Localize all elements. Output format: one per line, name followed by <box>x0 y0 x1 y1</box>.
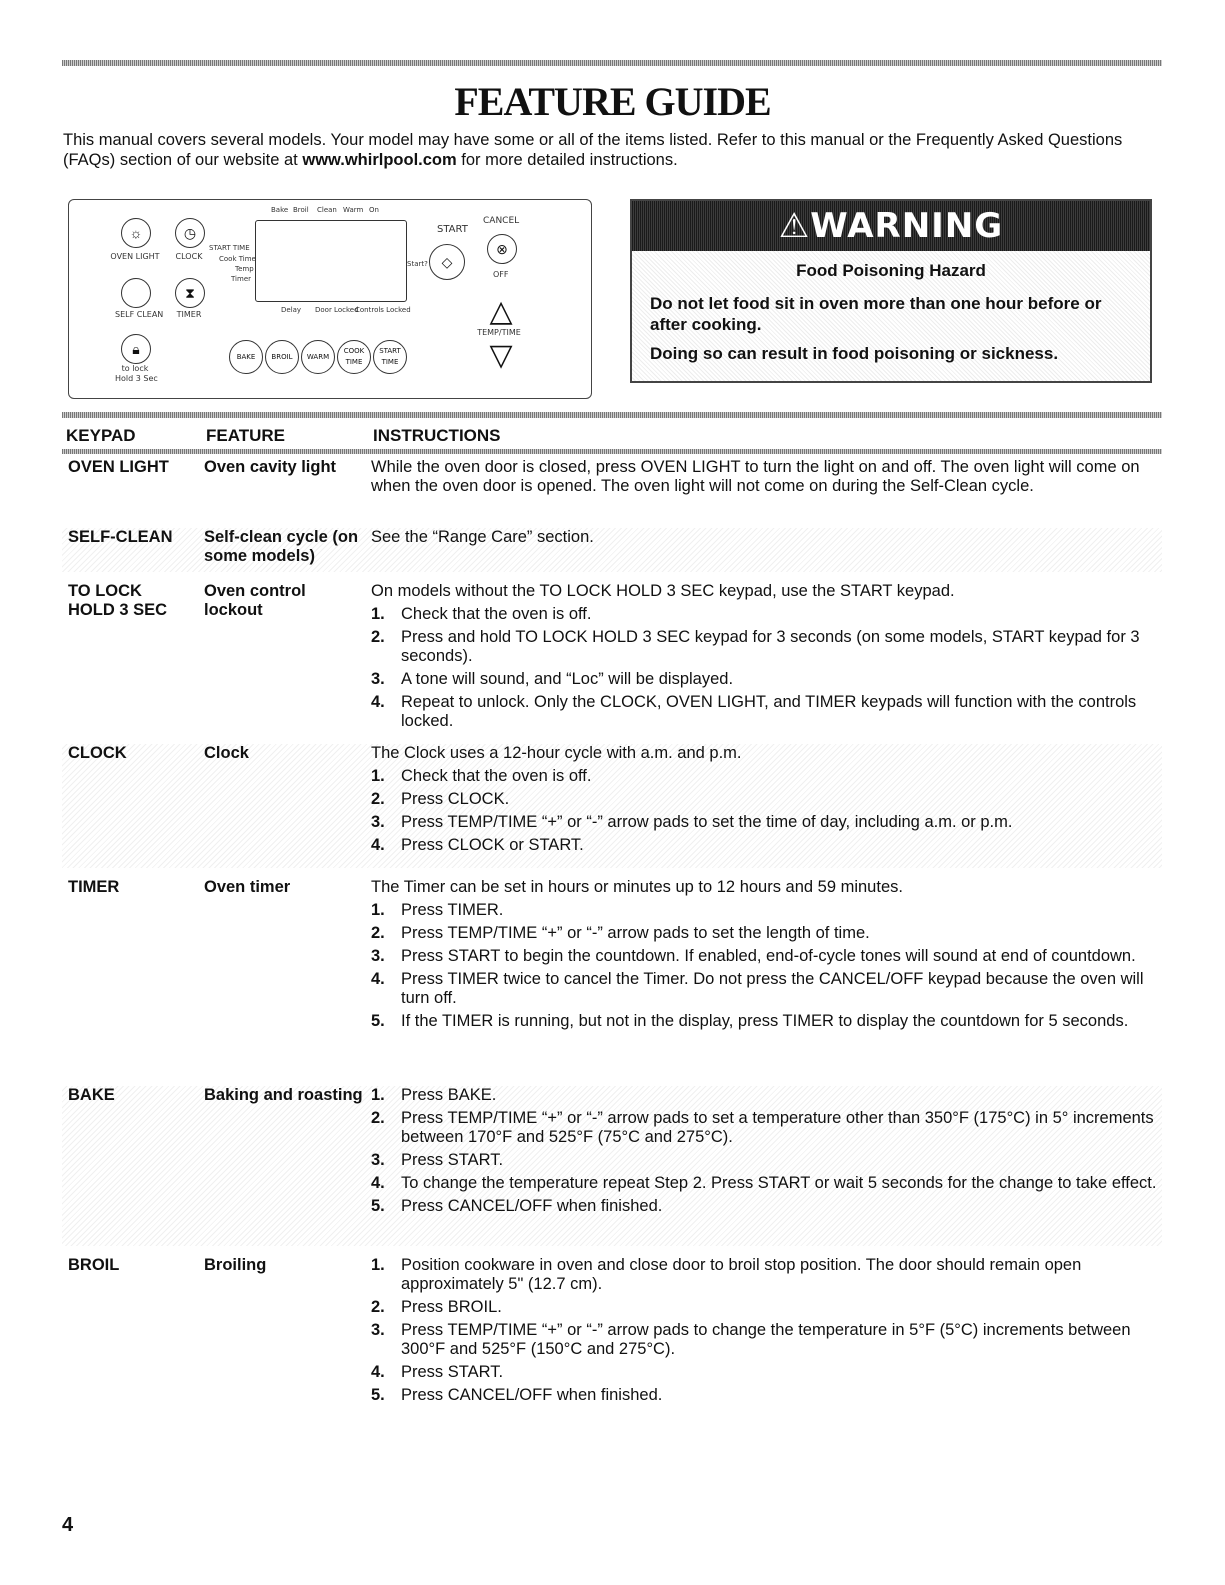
warning-line-1: Do not let food sit in oven more than one hour before or after cooking. <box>650 294 1102 334</box>
broil-pad: BROIL <box>265 340 299 374</box>
instruction-step <box>371 924 1161 943</box>
display-broil-word: Broil <box>293 206 309 214</box>
instruction-step <box>371 1151 1161 1170</box>
instruction-step <box>371 836 1161 855</box>
step-text: If the TIMER is running, but not in the display, press TIMER to display the countdown for 5 seconds. <box>401 1012 1129 1030</box>
step-number: 1. <box>371 1086 385 1104</box>
step-text: Press TEMP/TIME “+” or “-” arrow pads to set the length of time. <box>401 924 870 942</box>
top-rule <box>62 60 1162 66</box>
control-panel-diagram <box>68 199 592 399</box>
instructions-cell <box>371 878 1161 1031</box>
website-link[interactable]: www.whirlpool.com <box>302 151 457 169</box>
display-controls-locked-word: Controls Locked <box>355 306 411 314</box>
step-number: 2. <box>371 628 385 646</box>
step-number: 4. <box>371 693 385 711</box>
display-delay-word: Delay <box>281 306 302 314</box>
feature-name: Self-clean cycle (on some models) <box>204 528 359 565</box>
self-clean-label: SELF CLEAN <box>115 310 164 319</box>
table-row <box>62 1256 1162 1416</box>
step-number: 2. <box>371 924 385 942</box>
instruction-step <box>371 790 1161 809</box>
display-start-q-word: Start? <box>407 260 428 268</box>
step-text: Check that the oven is off. <box>401 767 592 785</box>
header-keypad: KEYPAD <box>66 426 136 445</box>
table-row <box>62 878 1162 1074</box>
step-text: Press TEMP/TIME “+” or “-” arrow pads to change the temperature in 5°F (5°C) increments between 300°F and 525°F (150°C and 275°C). <box>401 1321 1131 1358</box>
off-label: OFF <box>493 270 509 279</box>
keypad-name: BROIL <box>68 1256 120 1274</box>
table-row <box>62 1086 1162 1246</box>
instruction-step <box>371 1086 1161 1105</box>
step-number: 5. <box>371 1012 385 1030</box>
table-row <box>62 582 1162 732</box>
oven-light-label: OVEN LIGHT <box>110 252 160 261</box>
instruction-step <box>371 1321 1161 1359</box>
start-time-pad: START TIME <box>373 340 407 374</box>
display-timer-word: Timer <box>231 275 252 283</box>
instruction-step <box>371 1174 1161 1193</box>
instruction-step <box>371 1256 1161 1294</box>
step-text: To change the temperature repeat Step 2. Press START or wait 5 seconds for the change to take effect. <box>401 1174 1157 1192</box>
instruction-step <box>371 1197 1161 1216</box>
instruction-step <box>371 767 1161 786</box>
start-icon: ◇ <box>429 244 465 280</box>
temp-down-icon: ▽ <box>489 339 513 372</box>
step-number: 4. <box>371 1174 385 1192</box>
start-label: START <box>437 224 468 235</box>
instruction-step <box>371 693 1161 731</box>
keypad-name: TIMER <box>68 878 120 896</box>
step-text: Press CANCEL/OFF when finished. <box>401 1197 663 1215</box>
instructions-cell <box>371 582 1161 731</box>
display-bake-word: Bake <box>271 206 289 214</box>
feature-name: Oven timer <box>204 878 291 896</box>
instruction-step <box>371 947 1161 966</box>
step-number: 3. <box>371 813 385 831</box>
table-row <box>62 458 1162 518</box>
step-number: 4. <box>371 970 385 988</box>
instruction-step <box>371 670 1161 689</box>
display-warm-word: Warm <box>343 206 364 214</box>
step-text: Press START to begin the countdown. If enabled, end-of-cycle tones will sound at end of countdown. <box>401 947 1136 965</box>
step-number: 3. <box>371 1151 385 1169</box>
step-text: Press and hold TO LOCK HOLD 3 SEC keypad for 3 seconds (on some models, START keypad for 3 seconds). <box>401 628 1140 665</box>
instructions-cell <box>371 744 1161 855</box>
table-top-rule <box>62 412 1162 418</box>
display-cook-time-word: Cook Time <box>219 255 256 263</box>
lock-icon: 🔒︎ <box>121 334 151 364</box>
step-text: Press CLOCK. <box>401 790 510 808</box>
step-text: Repeat to unlock. Only the CLOCK, OVEN LIGHT, and TIMER keypads will function with the controls locked. <box>401 693 1137 730</box>
step-number: 4. <box>371 1363 385 1381</box>
step-number: 3. <box>371 1321 385 1339</box>
display-on-word: On <box>369 206 379 214</box>
cancel-label: CANCEL <box>483 216 520 226</box>
to-lock-label: to lock <box>121 364 149 373</box>
cook-time-pad: COOK TIME <box>337 340 371 374</box>
instruction-step <box>371 605 1161 624</box>
instruction-lead: On models without the TO LOCK HOLD 3 SEC keypad, use the START keypad. <box>371 582 955 600</box>
display-window <box>255 220 407 302</box>
step-number: 1. <box>371 1256 385 1274</box>
instruction-step <box>371 813 1161 832</box>
warning-box <box>630 199 1152 383</box>
step-text: Press START. <box>401 1151 504 1169</box>
hold-3-sec-label: Hold 3 Sec <box>115 374 158 383</box>
intro-paragraph <box>63 130 1173 170</box>
feature-name: Oven control lockout <box>204 582 306 619</box>
warning-banner: ⚠WARNING <box>632 201 1150 251</box>
instruction-step <box>371 1386 1161 1405</box>
step-number: 1. <box>371 767 385 785</box>
self-clean-icon <box>121 278 151 308</box>
instruction-step <box>371 1298 1161 1317</box>
instruction-step <box>371 1109 1161 1147</box>
step-text: Position cookware in oven and close door to broil stop position. The door should remain open approximately 5" (12.7 cm). <box>401 1256 1082 1293</box>
instructions-cell <box>371 1086 1161 1216</box>
temp-up-icon: △ <box>489 295 513 328</box>
warning-line-2: Doing so can result in food poisoning or sickness. <box>650 344 1059 363</box>
instruction-lead: The Timer can be set in hours or minutes up to 12 hours and 59 minutes. <box>371 878 903 896</box>
feature-name: Broiling <box>204 1256 267 1274</box>
instructions-cell <box>371 528 1161 547</box>
header-instructions: INSTRUCTIONS <box>373 426 501 445</box>
step-text: Press BAKE. <box>401 1086 497 1104</box>
page-title: FEATURE GUIDE <box>454 79 771 124</box>
step-text: Press TEMP/TIME “+” or “-” arrow pads to set the time of day, including a.m. or p.m. <box>401 813 1013 831</box>
keypad-name: CLOCK <box>68 744 127 762</box>
feature-name: Oven cavity light <box>204 458 337 476</box>
step-text: A tone will sound, and “Loc” will be displayed. <box>401 670 734 688</box>
instruction-lead: See the “Range Care” section. <box>371 528 594 546</box>
table-row <box>62 744 1162 868</box>
instruction-lead: While the oven door is closed, press OVEN LIGHT to turn the light on and off. The oven light will come on when the oven door is opened. The oven light will not come on during the Self-Clean cycle. <box>371 458 1140 495</box>
instruction-step <box>371 901 1161 920</box>
display-clean-word: Clean <box>317 206 337 214</box>
display-door-locked-word: Door Locked <box>315 306 359 314</box>
feature-name: Baking and roasting <box>204 1086 363 1104</box>
warning-title: Food Poisoning Hazard <box>796 261 986 280</box>
oven-light-icon: ☼ <box>121 218 151 248</box>
step-number: 2. <box>371 1298 385 1316</box>
instruction-step <box>371 970 1161 1008</box>
page-number: 4 <box>62 1514 74 1536</box>
display-temp-word: Temp <box>235 265 254 273</box>
instructions-cell <box>371 1256 1161 1405</box>
instruction-step <box>371 628 1161 666</box>
step-text: Press TIMER twice to cancel the Timer. Do not press the CANCEL/OFF keypad because the oven will turn off. <box>401 970 1144 1007</box>
intro-text-end: for more detailed instructions. <box>456 151 678 169</box>
timer-icon: ⧗ <box>175 278 205 308</box>
display-start-time-word: START TIME <box>209 244 250 252</box>
step-number: 1. <box>371 605 385 623</box>
feature-name: Clock <box>204 744 249 762</box>
keypad-name: BAKE <box>68 1086 115 1104</box>
cancel-icon: ⊗ <box>487 234 517 264</box>
table-header-rule <box>62 449 1162 454</box>
temp-time-label: TEMP/TIME <box>477 328 521 337</box>
step-text: Press CANCEL/OFF when finished. <box>401 1386 663 1404</box>
step-text: Check that the oven is off. <box>401 605 592 623</box>
step-number: 4. <box>371 836 385 854</box>
step-number: 3. <box>371 947 385 965</box>
header-feature: FEATURE <box>206 426 286 445</box>
bake-pad: BAKE <box>229 340 263 374</box>
step-text: Press START. <box>401 1363 504 1381</box>
table-row <box>62 528 1162 572</box>
clock-label: CLOCK <box>175 252 203 261</box>
warm-pad: WARM <box>301 340 335 374</box>
instruction-step <box>371 1012 1161 1031</box>
step-number: 1. <box>371 901 385 919</box>
step-text: Press BROIL. <box>401 1298 502 1316</box>
step-number: 2. <box>371 790 385 808</box>
keypad-name: TO LOCK HOLD 3 SEC <box>68 582 168 619</box>
intro-text: This manual covers several models. Your model may have some or all of the items listed. Refer to this manual or the Frequently Asked Questions (FAQs) section of our website at <box>63 131 1123 169</box>
timer-label: TIMER <box>176 310 202 319</box>
step-text: Press CLOCK or START. <box>401 836 584 854</box>
step-number: 5. <box>371 1197 385 1215</box>
clock-icon: ◷ <box>175 218 205 248</box>
instruction-lead: The Clock uses a 12-hour cycle with a.m. and p.m. <box>371 744 742 762</box>
instructions-cell <box>371 458 1161 496</box>
step-number: 5. <box>371 1386 385 1404</box>
step-number: 2. <box>371 1109 385 1127</box>
keypad-name: OVEN LIGHT <box>68 458 169 476</box>
step-number: 3. <box>371 670 385 688</box>
instruction-step <box>371 1363 1161 1382</box>
keypad-name: SELF-CLEAN <box>68 528 173 546</box>
step-text: Press TEMP/TIME “+” or “-” arrow pads to set a temperature other than 350°F (175°C) in 5° increments between 170°F and 525°F (75°C and 275°C). <box>401 1109 1154 1146</box>
step-text: Press TIMER. <box>401 901 504 919</box>
